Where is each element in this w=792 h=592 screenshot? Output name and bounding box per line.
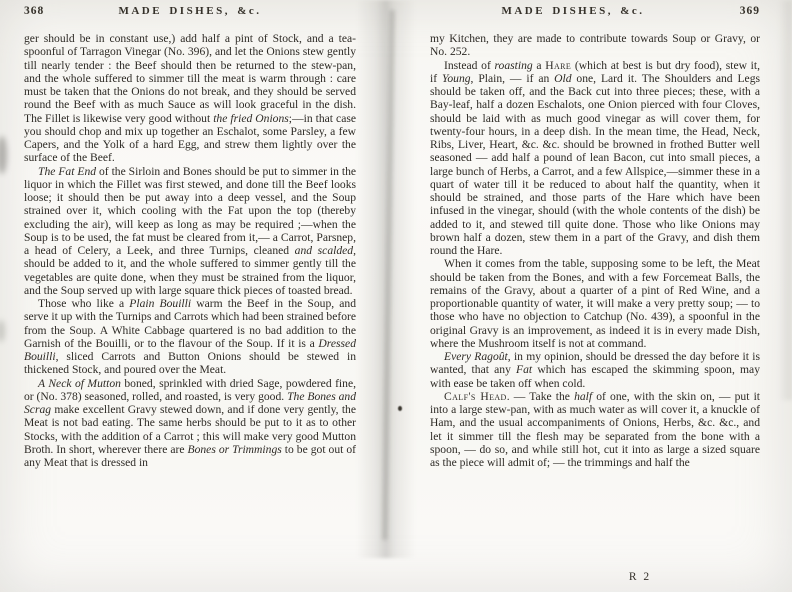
text-segment: Fat (516, 363, 533, 377)
text-segment: the fried Onions (213, 111, 289, 125)
right-running-title: MADE DISHES, &c. (501, 5, 645, 17)
left-page (24, 5, 356, 469)
text-segment: Hare (545, 58, 572, 72)
text-segment: my Kitchen, they are made to contribute towards Soup or Gravy, or No. 252. (430, 32, 760, 59)
text-segment: . — Take the (506, 389, 575, 403)
text-segment: warm the Beef in the Soup, and serve it up with the Turnips and Carrots which had been strained before from the Soup. A White Cabbage quartered is no bad addition to the Garnish of the Bouilli, or to the flavour of the Soup. If it is a (24, 297, 356, 350)
text-segment: A Neck of Mutton (38, 376, 121, 390)
text-segment: Those who like a (38, 297, 130, 310)
ink-speck (398, 406, 402, 411)
text-segment: Young (441, 71, 471, 85)
text-segment: The Fat End (38, 164, 97, 178)
signature-mark: R 2 (628, 571, 652, 583)
left-edge-smudge (0, 320, 5, 342)
paragraph (24, 297, 356, 377)
text-segment: Every Ragoût (444, 350, 508, 363)
text-segment: , should be added to it, and the whole suffered to simmer gently till the vegetables are quite done, when they must be strained from the liquor, and the Soup served up with large square thick pieces of toasted bread. (24, 244, 356, 297)
text-segment: Old (554, 71, 572, 85)
right-page (430, 5, 760, 469)
text-segment: , sliced Carrots and Button Onions should be stewed in thickened Stock, and poured over the Meat. (24, 350, 356, 377)
paragraph (430, 350, 760, 390)
text-segment: make excellent Gravy stewed down, and if done very gently, the Meat is not bad eating. The same herbs should be put to it as to other Stocks, with the addition of a Carrot ; this will make very good Mutton Broth. In short, wherever there are (24, 403, 356, 456)
paragraph (430, 32, 760, 59)
text-segment: boned, sprinkled with dried Sage, powdered fine, or (No. 378) seasoned, rolled, and roasted, is very good. (24, 376, 356, 403)
text-segment: The Bones and Scrag (24, 389, 356, 416)
text-segment: ;—in that case you should chop and mix up together an Eschalot, some Parsley, a few Capers, and the Yolk of a hard Egg, and strew them lightly over the surface of the Beef. (24, 111, 356, 165)
right-edge-shade (778, 0, 792, 400)
text-segment: Plain Bouilli (129, 297, 192, 310)
paragraph (430, 257, 760, 350)
paragraph (24, 165, 356, 298)
text-segment: one, Lard it. The Shoulders and Legs should be taken off, and the Back cut into three pieces; these, with a Bay-leaf, half a dozen Eschalots, one Onion pierced with four Cloves, should be laid with as much good vinegar as will cover them, for twenty-four hours, in a deep dish. In the mean time, the Head, Neck, Ribs, Liver, Heart, &c. &c. should be browned in frothed Butter well seasoned — add half a pound of lean Bacon, cut into small pieces, a large bunch of Herbs, a Carrot, and a few Allspice,—simmer these in a quart of water till it be reduced to about half the quantity, when it should be strained, and those parts of the Hare which have been infused in the vinegar, should (with the whole contents of the dish) be added to it, and stewed till quite done. Those who like Onions may brown half a dozen, stew them in a part of the Gravy, and dish them round the Hare. (430, 71, 761, 257)
text-segment: Calf's Head (444, 389, 507, 403)
paragraph (430, 59, 760, 258)
text-segment: of the Sirloin and Bones should be put to simmer in the liquor in which the Fillet was first stewed, and done till the Beef looks loose; it should then be put away into a deep vessel, and the Soup strained over it, which cooling with the Fat upon the top (thereby excluding the air), will keep as long as may be required ;—when the Soup is to be used, the fat must be cleared from it,— a Carrot, Parsnep, a head of Celery, a Leek, and three Turnips, cleaned (24, 164, 357, 257)
left-running-title: MADE DISHES, &c. (118, 5, 262, 17)
text-segment: of one, with the skin on, — put it into a large stew-pan, with as much water as will cover it, a knuckle of Ham, and the usual accompaniments of Onions, Herbs, &c. &c., and let it simmer till the flesh may be separated from the bone with a spoon, — do so, and while still hot, cut it into as large a sized square as the piece will admit of; — the trimmings and half the (430, 389, 761, 469)
paragraph (24, 32, 356, 165)
paragraph (430, 390, 760, 470)
text-segment: half (574, 389, 593, 403)
text-segment: which has escaped the skimming spoon, may with ease be taken off when cold. (430, 363, 760, 390)
text-segment: When it comes from the table, supposing some to be left, the Meat should be taken from the Bones, and with a few Forcemeat Balls, the remains of the Gravy, about a quarter of a pint of Red Wine, and a proportionable quantity of water, it will make a very pretty soup; — to those who have no objection to Catchup (No. 439), a spoonful in the original Gravy is an improvement, as indeed it is in every made Dish, where the Mushroom itself is not at command. (430, 257, 760, 350)
left-page-number: 368 (24, 5, 45, 17)
text-segment: Bones or Trimmings (187, 442, 282, 456)
left-edge-smudge (0, 136, 7, 174)
text-segment: Dressed Bouilli (24, 336, 356, 363)
text-segment: to be got out of any Meat that is dressed in (24, 442, 357, 469)
text-segment: , in my opinion, should be dressed the day before it is wanted, that any (430, 350, 760, 377)
left-page-text (24, 32, 356, 469)
right-page-number: 369 (739, 5, 760, 17)
right-page-header (430, 5, 760, 17)
text-segment: and scalded (294, 244, 354, 257)
text-segment: a (532, 58, 546, 72)
text-segment: , Plain, — if an (470, 71, 555, 85)
text-segment: roasting (494, 58, 533, 72)
text-segment: (which at best is but dry food), stew it, if (430, 58, 760, 85)
text-segment: Instead of (444, 58, 495, 72)
right-page-text (430, 32, 760, 469)
paragraph (24, 377, 356, 470)
text-segment: ger should be in constant use,) add half a pint of Stock, and a tea-spoonful of Tarragon Vinegar (No. 396), and let the Onions stew gently till nearly tender : the Beef should then be returned to the stew-pan, and the whole suffered to simmer till the meat is warm through : care must be taken that the Onions do not break, and they should be served round the Beef with as much Sauce as will look graceful in the dish. The Fillet is likewise very good without (24, 32, 356, 125)
left-page-header (24, 5, 356, 17)
